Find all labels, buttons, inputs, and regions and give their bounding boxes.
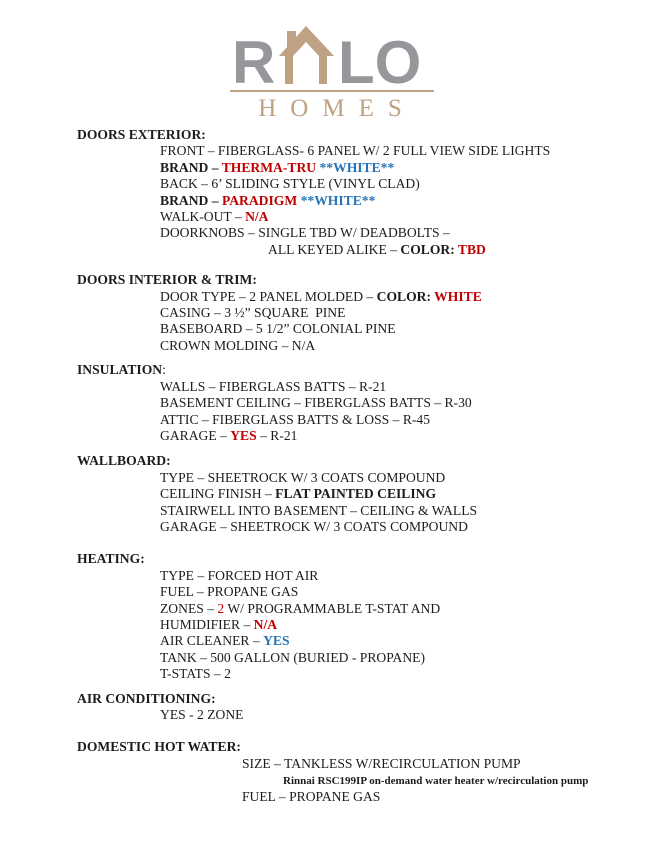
spec-line [160,379,656,395]
house-icon [279,26,334,84]
section-heading [77,272,656,288]
spec-line [160,486,656,502]
text-segment: WALLS – FIBERGLASS BATTS – R-21 [160,378,387,394]
text-segment: CASING – 3 ½” SQUARE PINE [160,305,346,321]
spec-line [160,143,656,159]
section-heading [77,453,656,469]
text-segment: DOORKNOBS – SINGLE TBD W/ DEADBOLTS – [160,225,450,241]
text-segment: YES - 2 ZONE [160,707,244,722]
spec-line [160,428,656,444]
text-segment: N/A [253,616,278,632]
logo-homes-text: HOMES [258,95,416,122]
text-segment: FUEL – PROPANE GAS [242,789,381,805]
spec-line [268,242,656,258]
text-segment: W/ PROGRAMMABLE T-STAT AND [224,600,441,616]
text-segment: BACK – 6’ SLIDING STYLE (VINYL CLAD) [160,176,420,192]
spec-line [160,305,656,321]
spec-line [283,772,656,789]
text-segment: DOMESTIC HOT WATER: [77,739,241,755]
text-segment: **WHITE** [300,192,376,208]
text-segment: 2 [217,600,225,616]
logo-letters-lo: LO [338,29,422,88]
spec-line [160,289,656,305]
text-segment: ATTIC – FIBERGLASS BATTS & LOSS – R-45 [160,411,431,427]
text-segment: AIR CLEANER – [160,633,264,649]
logo-divider [230,90,434,92]
text-segment: STAIRWELL INTO BASEMENT – CEILING & WALLS [160,502,478,518]
section-heating [77,551,656,682]
section-doors-exterior [77,127,656,258]
text-segment: T-STATS – 2 [160,666,231,682]
text-segment: COLOR: [400,241,458,257]
ralo-homes-logo [230,0,434,123]
spec-line [160,338,656,354]
text-segment: INSULATION [77,362,163,378]
text-segment: WALK-OUT – [160,209,246,225]
spec-line [160,209,656,225]
text-segment: TYPE – SHEETROCK W/ 3 COATS COMPOUND [160,469,446,485]
spec-line [242,756,656,772]
section-heading [77,739,656,755]
section-heading [77,362,656,378]
spec-line [160,633,656,649]
text-segment: SIZE – TANKLESS W/RECIRCULATION PUMP [242,755,521,771]
spec-line [160,412,656,428]
section-heading [77,127,656,143]
text-segment: **WHITE** [319,159,395,175]
text-segment: HUMIDIFIER – [160,616,254,632]
text-segment: WHITE [434,288,482,304]
spec-line [160,395,656,411]
spec-line [160,176,656,192]
text-segment: FRONT – FIBERGLASS- 6 PANEL W/ 2 FULL VIEW SIDE LIGHTS [160,143,551,159]
text-segment: FLAT PAINTED CEILING [275,486,437,502]
logo-ralo-mark [232,26,432,88]
text-segment: ALL KEYED ALIKE – [268,241,401,257]
text-segment: HEATING: [77,551,145,567]
text-segment: THERMA-TRU [221,159,317,175]
section-heading [77,691,656,707]
text-segment: Rinnai RSC199IP on-demand water heater w/recirculation pump [283,775,589,788]
text-segment: PARADIGM [221,192,298,208]
spec-line [160,160,656,176]
spec-line [160,584,656,600]
spec-content [0,127,664,806]
spec-line [160,666,656,682]
text-segment: BASEMENT CEILING – FIBERGLASS BATTS – R-30 [160,395,472,411]
text-segment: BRAND – [160,192,222,208]
spec-line [160,193,656,209]
section-wallboard [77,453,656,535]
spec-line [160,617,656,633]
spec-line [160,503,656,519]
spec-line [160,470,656,486]
text-segment: DOOR TYPE – 2 PANEL MOLDED – [160,288,377,304]
spec-line [160,568,656,584]
text-segment: WALLBOARD: [77,453,171,469]
text-segment: TBD [457,241,486,257]
text-segment: FUEL – PROPANE GAS [160,584,299,600]
section-domestic-hot-water [77,739,656,805]
text-segment: BRAND – [160,159,222,175]
spec-line [160,601,656,617]
logo-letter-r: R [232,29,276,88]
text-segment: CROWN MOLDING – N/A [160,337,316,353]
text-segment: : [162,362,166,378]
text-segment: YES [263,633,290,649]
text-segment: AIR CONDITIONING: [77,690,216,706]
text-segment: DOORS EXTERIOR: [77,127,206,142]
text-segment: TYPE – FORCED HOT AIR [160,567,319,583]
text-segment: TANK – 500 GALLON (BURIED - PROPANE) [160,649,425,665]
text-segment: YES [230,427,257,443]
section-doors-interior [77,272,656,354]
text-segment: BASEBOARD – 5 1/2” COLONIAL PINE [160,321,396,337]
section-heading [77,551,656,567]
spec-line [160,707,656,723]
spec-line [160,519,656,535]
text-segment: ZONES – [160,600,218,616]
spec-line [242,789,656,805]
spec-line [160,650,656,666]
text-segment: CEILING FINISH – [160,486,276,502]
spec-line [160,225,656,241]
spec-line [160,321,656,337]
text-segment: GARAGE – [160,427,231,443]
section-air-conditioning [77,691,656,724]
text-segment: DOORS INTERIOR & TRIM: [77,272,257,288]
text-segment: GARAGE – SHEETROCK W/ 3 COATS COMPOUND [160,518,468,534]
text-segment: N/A [245,209,269,225]
text-segment: COLOR: [376,288,435,304]
section-insulation [77,362,656,444]
text-segment: – R-21 [256,427,298,443]
